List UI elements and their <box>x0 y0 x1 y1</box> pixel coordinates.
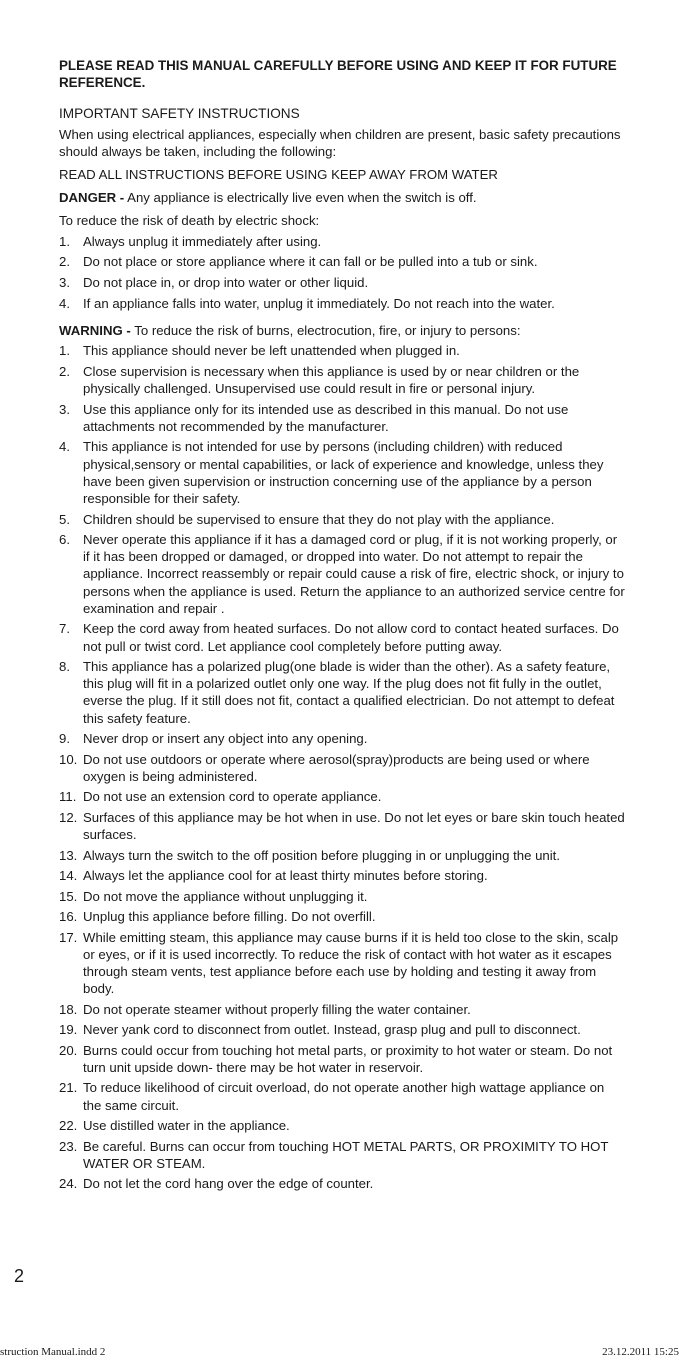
list-item <box>59 1079 625 1113</box>
list-item-text: Always let the appliance cool for at least thirty minutes before storing. <box>83 868 488 884</box>
list-item-text: Be careful. Burns can occur from touching HOT METAL PARTS, OR PROXIMITY TO HOT WATER OR STEAM. <box>83 1138 609 1171</box>
list-item-text: Keep the cord away from heated surfaces. Do not allow cord to contact heated surfaces. Do not pull or twist cord. Let appliance cool completely before putting away. <box>83 621 619 654</box>
danger-text: Any appliance is electrically live even when the switch is off. <box>124 190 477 205</box>
list-item <box>59 751 625 785</box>
warning-list <box>59 342 625 1192</box>
list-item <box>59 929 625 998</box>
warning-label: WARNING - <box>59 323 131 339</box>
list-item <box>59 274 625 291</box>
footer-date: 23.12.2011 15:25 <box>602 1346 679 1358</box>
list-item-number: 2. <box>59 254 70 270</box>
list-item-number: 22. <box>59 1118 78 1134</box>
list-item <box>59 847 625 864</box>
list-item <box>59 888 625 905</box>
list-item-text: Use this appliance only for its intended use as described in this manual. Do not use attachments not recommended by the manufacturer. <box>83 401 569 434</box>
list-item-text: Never yank cord to disconnect from outlet. Instead, grasp plug and pull to disconnect. <box>83 1022 581 1038</box>
list-item-number: 4. <box>59 439 70 455</box>
list-item-number: 23. <box>59 1138 78 1154</box>
list-item <box>59 1138 625 1172</box>
list-item-text: Do not use outdoors or operate where aerosol(spray)products are being used or where oxygen is being administered. <box>83 751 590 784</box>
list-item <box>59 1175 625 1192</box>
danger-line <box>59 189 625 206</box>
list-item <box>59 620 625 654</box>
list-item-text: If an appliance falls into water, unplug it immediately. Do not reach into the water. <box>83 295 555 311</box>
list-item-text: Surfaces of this appliance may be hot when in use. Do not let eyes or bare skin touch heated surfaces. <box>83 809 625 843</box>
list-item-text: Close supervision is necessary when this appliance is used by or near children or the physically challenged. Unsupervised use could result in fire or personal injury. <box>83 363 580 397</box>
list-item-text: Do not move the appliance without unplugging it. <box>83 888 368 904</box>
page-number: 2 <box>14 1266 25 1286</box>
list-item-number: 3. <box>59 401 70 417</box>
list-item-number: 5. <box>59 511 70 527</box>
list-item-number: 15. <box>59 888 78 904</box>
list-item-text: Always unplug it immediately after using. <box>83 233 322 249</box>
list-item-number: 8. <box>59 659 70 675</box>
manual-heading: PLEASE READ THIS MANUAL CAREFULLY BEFORE USING AND KEEP IT FOR FUTURE REFERENCE. <box>59 58 617 90</box>
list-item-text: Do not place in, or drop into water or other liquid. <box>83 275 369 291</box>
list-item <box>59 658 625 727</box>
list-item-text: Use distilled water in the appliance. <box>83 1118 290 1134</box>
list-item-number: 9. <box>59 731 70 747</box>
list-item-number: 21. <box>59 1080 78 1096</box>
list-item-number: 3. <box>59 275 70 291</box>
warning-line <box>59 322 625 339</box>
list-item-text: Do not use an extension cord to operate appliance. <box>83 789 382 805</box>
list-item-text: Do not operate steamer without properly filling the water container. <box>83 1001 471 1017</box>
list-item <box>59 788 625 805</box>
list-item-text: This appliance should never be left unattended when plugged in. <box>83 343 460 359</box>
list-item-number: 10. <box>59 751 78 767</box>
list-item-number: 18. <box>59 1001 78 1017</box>
list-item-text: Burns could occur from touching hot metal parts, or proximity to hot water or steam. Do not turn unit upside down- there may be hot water in reservoir. <box>83 1042 613 1075</box>
list-item <box>59 1117 625 1134</box>
list-item-number: 1. <box>59 343 70 359</box>
intro-paragraph: When using electrical appliances, especially when children are present, basic safety precautions should always be taken, including the following: <box>59 127 621 159</box>
manual-page-content <box>59 57 625 1192</box>
list-item <box>59 233 625 250</box>
list-item-number: 19. <box>59 1022 78 1038</box>
list-item-number: 1. <box>59 233 70 249</box>
list-item-number: 16. <box>59 909 78 925</box>
list-item-number: 4. <box>59 295 70 311</box>
list-item <box>59 342 625 359</box>
list-item <box>59 295 625 312</box>
list-item <box>59 531 625 617</box>
list-item <box>59 730 625 747</box>
list-item-number: 14. <box>59 868 78 884</box>
safety-title: IMPORTANT SAFETY INSTRUCTIONS <box>59 106 300 121</box>
list-item-text: Children should be supervised to ensure that they do not play with the appliance. <box>83 511 555 527</box>
list-item-text: Never operate this appliance if it has a damaged cord or plug, if it is not working properly, or if it has been dropped or damaged, or dropped into water. Do not attempt to repair the appliance. Incorrect reassembly or repair could cause a risk of fire, electric shock, or injury to persons when the appliance is used. Return the appliance to an authorized service centre for examination and repair . <box>83 532 625 616</box>
list-item-number: 24. <box>59 1176 78 1192</box>
list-item-number: 6. <box>59 532 70 547</box>
list-item-text: Do not place or store appliance where it can fall or be pulled into a tub or sink. <box>83 254 538 270</box>
list-item-number: 7. <box>59 621 70 637</box>
list-item-number: 12. <box>59 809 78 825</box>
list-item <box>59 511 625 528</box>
list-item <box>59 253 625 270</box>
footer-filename: struction Manual.indd 2 <box>0 1346 106 1358</box>
list-item-number: 13. <box>59 847 78 863</box>
list-item <box>59 363 625 397</box>
list-item <box>59 867 625 884</box>
list-item-text: Do not let the cord hang over the edge of counter. <box>83 1176 374 1192</box>
list-item-text: Unplug this appliance before filling. Do not overfill. <box>83 909 376 925</box>
list-item-text: While emitting steam, this appliance may cause burns if it is held too close to the skin, scalp or eyes, or if it is used incorrectly. To reduce the risk of contact with hot water as it escapes through steam vents, test appliance before each use by holding and testing it away from body. <box>83 929 619 997</box>
warning-text: To reduce the risk of burns, electrocution, fire, or injury to persons: <box>130 323 521 339</box>
list-item <box>59 1042 625 1076</box>
danger-reduce-line: To reduce the risk of death by electric shock: <box>59 213 320 228</box>
danger-list <box>59 233 625 313</box>
list-item-number: 11. <box>59 789 77 805</box>
list-item <box>59 1021 625 1038</box>
list-item-text: To reduce likelihood of circuit overload, do not operate another high wattage appliance on the same circuit. <box>83 1080 605 1113</box>
list-item-text: This appliance is not intended for use by persons (including children) with reduced physical,sensory or mental capabilities, or lack of experience and knowledge, unless they have been given supervision or instruction concerning use of the appliance by a person responsible for their safety. <box>83 439 604 506</box>
list-item <box>59 908 625 925</box>
list-item-text: This appliance has a polarized plug(one blade is wider than the other). As a safety feature, this plug will fit in a polarized outlet only one way. If the plug does not fit fully in the outlet, everse the plug. If it still does not fit, contact a qualified electrician. Do not attempt to defeat this safety feature. <box>83 659 615 726</box>
list-item-text: Always turn the switch to the off position before plugging in or unplugging the unit. <box>83 847 561 863</box>
list-item-number: 17. <box>59 929 78 945</box>
list-item <box>59 401 625 435</box>
danger-label: DANGER - <box>59 190 125 205</box>
list-item <box>59 1001 625 1018</box>
list-item-text: Never drop or insert any object into any opening. <box>83 731 368 747</box>
list-item-number: 20. <box>59 1042 78 1058</box>
list-item <box>59 809 625 843</box>
list-item-number: 2. <box>59 363 70 379</box>
read-all-line: READ ALL INSTRUCTIONS BEFORE USING KEEP AWAY FROM WATER <box>59 167 498 182</box>
list-item <box>59 438 625 507</box>
